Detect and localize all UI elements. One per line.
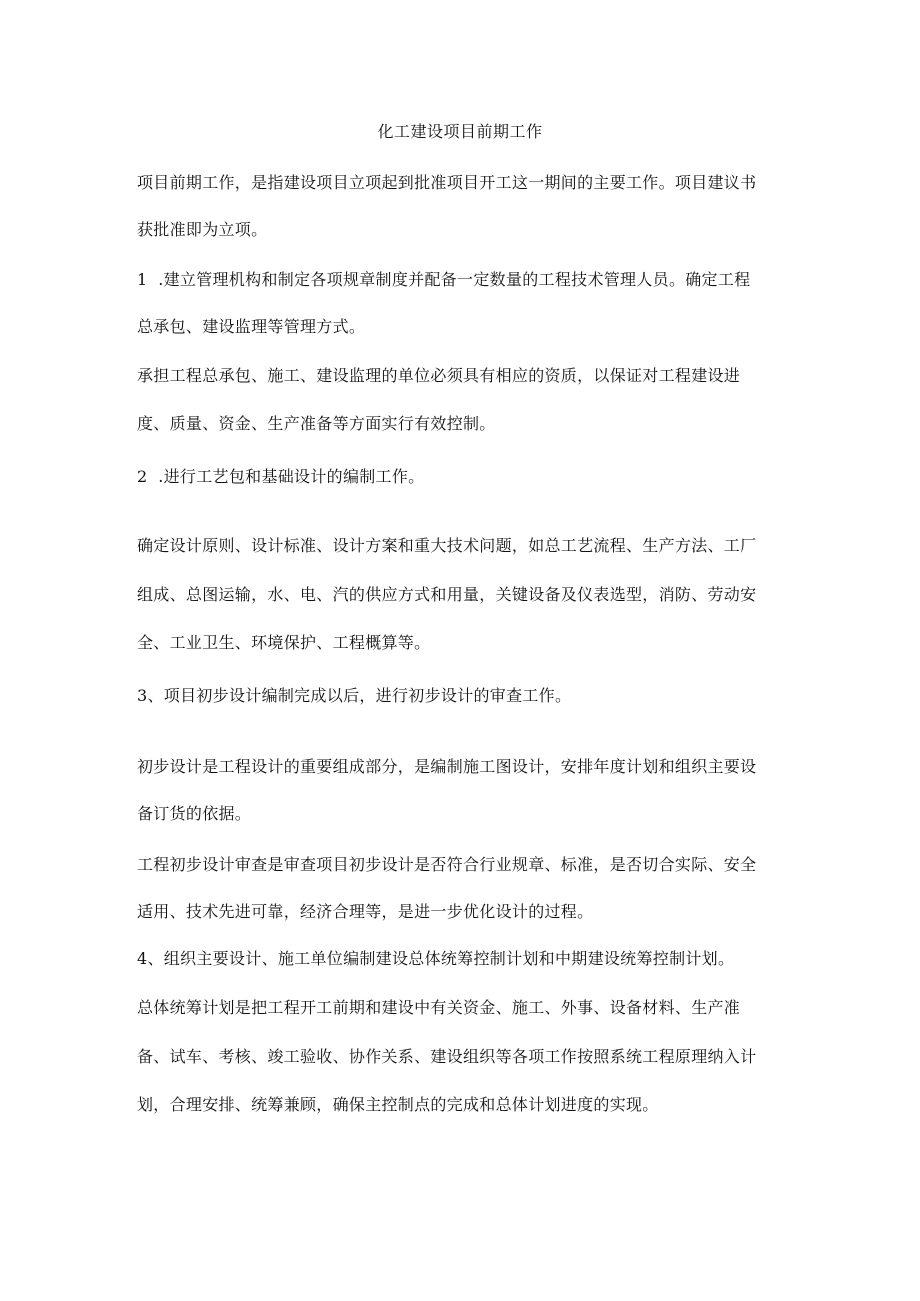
paragraph-line: 度、质量、资金、生产准备等方面实行有效控制。	[137, 414, 496, 433]
paragraph-line: 获批准即为立项。	[137, 220, 268, 239]
list-item-heading: 1 .建立管理机构和制定各项规章制度并配备一定数量的工程技术管理人员。确定工程	[137, 270, 751, 289]
list-item-heading: 2 .进行工艺包和基础设计的编制工作。	[137, 467, 425, 486]
paragraph-line: 组成、总图运输，水、电、汽的供应方式和用量，关键设备及仪表选型，消防、劳动安	[137, 585, 757, 604]
paragraph-line: 承担工程总承包、施工、建设监理的单位必须具有相应的资质，以保证对工程建设进	[137, 366, 741, 385]
paragraph-line: 项目前期工作，是指建设项目立项起到批准项目开工这一期间的主要工作。项目建议书	[137, 173, 757, 192]
paragraph-line: 总承包、建设监理等管理方式。	[137, 317, 366, 336]
paragraph-line: 划，合理安排、统筹兼顾，确保主控制点的完成和总体计划进度的实现。	[137, 1095, 659, 1114]
list-item-heading: 3、项目初步设计编制完成以后，进行初步设计的审查工作。	[137, 686, 572, 705]
paragraph-line: 全、工业卫生、环境保护、工程概算等。	[137, 633, 431, 652]
paragraph-line: 适用、技术先进可靠，经济合理等，是进一步优化设计的过程。	[137, 902, 594, 921]
document-title: 化工建设项目前期工作	[377, 122, 543, 141]
list-item-heading: 4、组织主要设计、施工单位编制建设总体统筹控制计划和中期建设统筹控制计划。	[137, 949, 735, 968]
paragraph-line: 工程初步设计审查是审查项目初步设计是否符合行业规章、标准，是否切合实际、安全	[137, 855, 757, 874]
paragraph-line: 确定设计原则、设计标准、设计方案和重大技术问题，如总工艺流程、生产方法、工厂	[137, 536, 757, 555]
paragraph-line: 备、试车、考核、竣工验收、协作关系、建设组织等各项工作按照系统工程原理纳入计	[137, 1047, 757, 1066]
paragraph-line: 初步设计是工程设计的重要组成部分，是编制施工图设计，安排年度计划和组织主要设	[137, 757, 757, 776]
paragraph-line: 总体统筹计划是把工程开工前期和建设中有关资金、施工、外事、设备材料、生产准	[137, 998, 741, 1017]
paragraph-line: 备订货的依据。	[137, 804, 252, 823]
